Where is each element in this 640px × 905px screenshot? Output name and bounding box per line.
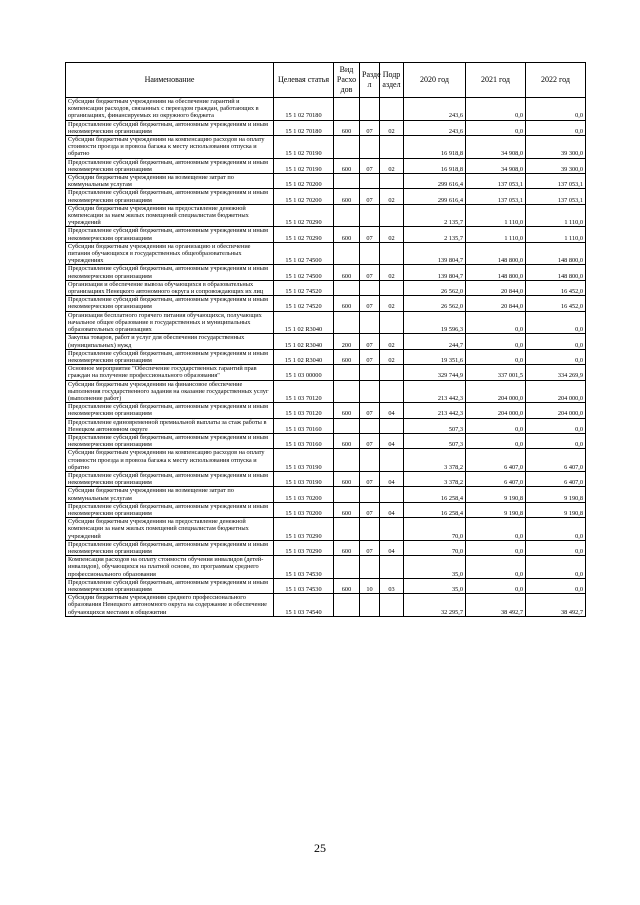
row-2021: 137 053,1 [466, 189, 526, 204]
row-vr: 600 [334, 120, 360, 135]
row-pr [380, 136, 404, 159]
row-code: 15 1 03 74540 [274, 594, 334, 617]
row-2020: 2 135,7 [404, 204, 466, 227]
row-2021: 0,0 [466, 433, 526, 448]
row-rz [360, 311, 380, 334]
row-2021: 0,0 [466, 311, 526, 334]
row-2022: 9 190,8 [526, 502, 586, 517]
row-2020: 507,3 [404, 418, 466, 433]
row-2021: 0,0 [466, 518, 526, 541]
row-2022: 148 800,0 [526, 265, 586, 280]
row-2020: 16 258,4 [404, 502, 466, 517]
header-vr: Вид Расхо дов [334, 63, 360, 98]
row-2021: 204 000,0 [466, 380, 526, 403]
page-number: 25 [314, 841, 326, 855]
row-pr [380, 204, 404, 227]
row-2020: 243,6 [404, 120, 466, 135]
row-pr [380, 594, 404, 617]
row-2020: 32 295,7 [404, 594, 466, 617]
row-name: Предоставление единовременной премиальной выплаты за стаж работы в Ненецком автономном округе [66, 418, 274, 433]
row-2020: 26 562,0 [404, 296, 466, 311]
row-pr: 02 [380, 296, 404, 311]
table-row [66, 449, 586, 472]
row-rz [360, 594, 380, 617]
row-vr: 600 [334, 296, 360, 311]
row-rz: 07 [360, 158, 380, 173]
row-2020: 16 918,8 [404, 136, 466, 159]
row-rz [360, 280, 380, 295]
row-code: 15 1 02 R3040 [274, 334, 334, 349]
row-pr: 02 [380, 158, 404, 173]
row-vr [334, 418, 360, 433]
row-name: Организация и обеспечение вывоза обучающихся в образовательных организациях Ненецкого автономного округа и сопровождающих их лиц [66, 280, 274, 295]
row-2020: 244,7 [404, 334, 466, 349]
row-rz: 07 [360, 349, 380, 364]
table-row [66, 471, 586, 486]
row-vr [334, 380, 360, 403]
row-2022: 39 300,0 [526, 136, 586, 159]
row-2022: 0,0 [526, 334, 586, 349]
row-vr [334, 449, 360, 472]
row-name: Субсидии бюджетным учреждениям на компенсацию расходов на оплату стоимости проезда и провоза багажа к месту использования отпуска и обратно [66, 449, 274, 472]
table-row [66, 349, 586, 364]
row-vr: 600 [334, 227, 360, 242]
header-2021: 2021 год [466, 63, 526, 98]
table-row [66, 174, 586, 189]
row-name: Предоставление субсидий бюджетным, автономным учреждениям и иным некоммерческим организациям [66, 189, 274, 204]
row-2021: 148 800,0 [466, 242, 526, 265]
row-rz: 07 [360, 471, 380, 486]
row-pr: 02 [380, 265, 404, 280]
row-2022: 1 110,0 [526, 204, 586, 227]
row-code: 15 1 03 00000 [274, 365, 334, 380]
row-code: 15 1 02 70200 [274, 189, 334, 204]
row-vr: 600 [334, 189, 360, 204]
table-row [66, 594, 586, 617]
row-code: 15 1 02 70180 [274, 98, 334, 121]
table-row [66, 403, 586, 418]
header-row [66, 63, 586, 98]
row-pr: 02 [380, 227, 404, 242]
row-name: Основное мероприятие "Обеспечение государственных гарантий прав граждан на получение профессионального образования" [66, 365, 274, 380]
row-2022: 148 800,0 [526, 242, 586, 265]
header-2022: 2022 год [526, 63, 586, 98]
row-pr [380, 556, 404, 579]
row-2020: 16 918,8 [404, 158, 466, 173]
row-pr [380, 311, 404, 334]
row-rz [360, 418, 380, 433]
row-vr: 600 [334, 502, 360, 517]
row-code: 15 1 03 74530 [274, 578, 334, 593]
row-code: 15 1 03 70290 [274, 518, 334, 541]
row-name: Компенсация расходов на оплату стоимости обучения инвалидов (детей-инвалидов), обучающихся на платной основе, по программам среднего профессионального образования [66, 556, 274, 579]
row-pr [380, 365, 404, 380]
row-name: Субсидии бюджетным учреждениям на предоставление денежной компенсации за наем жилых помещений специалистам бюджетных учреждений [66, 518, 274, 541]
row-code: 15 1 02 70290 [274, 227, 334, 242]
row-name: Предоставление субсидий бюджетным, автономным учреждениям и иным некоммерческим организациям [66, 265, 274, 280]
row-2020: 70,0 [404, 518, 466, 541]
row-2022: 16 452,0 [526, 280, 586, 295]
row-rz: 07 [360, 540, 380, 555]
row-vr [334, 174, 360, 189]
row-code: 15 1 02 70180 [274, 120, 334, 135]
row-pr: 04 [380, 471, 404, 486]
row-2021: 38 492,7 [466, 594, 526, 617]
table-row [66, 189, 586, 204]
header-name: Наименование [66, 63, 274, 98]
row-name: Предоставление субсидий бюджетным, автономным учреждениям и иным некоммерческим организациям [66, 403, 274, 418]
row-code: 15 1 02 70190 [274, 158, 334, 173]
row-rz [360, 380, 380, 403]
row-2021: 9 190,8 [466, 487, 526, 502]
row-2022: 0,0 [526, 98, 586, 121]
row-2020: 139 804,7 [404, 265, 466, 280]
row-pr: 04 [380, 403, 404, 418]
header-rz: Разде л [360, 63, 380, 98]
row-name: Предоставление субсидий бюджетным, автономным учреждениям и иным некоммерческим организациям [66, 540, 274, 555]
row-code: 15 1 02 70190 [274, 136, 334, 159]
row-2022: 38 492,7 [526, 594, 586, 617]
row-name: Субсидии бюджетным учреждениям на компенсацию расходов на оплату стоимости проезда и провоза багажа к месту использования отпуска и обратно [66, 136, 274, 159]
row-name: Закупка товаров, работ и услуг для обеспечения государственных (муниципальных) нужд [66, 334, 274, 349]
row-pr [380, 518, 404, 541]
row-name: Субсидии бюджетным учреждениям на предоставление денежной компенсации за наем жилых помещений специалистам бюджетных учреждений [66, 204, 274, 227]
row-2022: 6 407,0 [526, 471, 586, 486]
row-name: Субсидии бюджетным учреждениям на обеспечение гарантий и компенсации расходов, связанных с переездом граждан, работающих в организациях, финансируемых из окружного бюджета [66, 98, 274, 121]
row-code: 15 1 02 74520 [274, 280, 334, 295]
row-2020: 19 596,3 [404, 311, 466, 334]
row-rz [360, 242, 380, 265]
row-2020: 299 616,4 [404, 189, 466, 204]
row-pr: 02 [380, 334, 404, 349]
table-row [66, 265, 586, 280]
row-pr: 02 [380, 349, 404, 364]
row-pr [380, 174, 404, 189]
row-vr [334, 98, 360, 121]
row-code: 15 1 02 R3040 [274, 349, 334, 364]
row-code: 15 1 02 70200 [274, 174, 334, 189]
table-row [66, 242, 586, 265]
row-2020: 507,3 [404, 433, 466, 448]
row-pr [380, 380, 404, 403]
table-row [66, 227, 586, 242]
row-2021: 34 908,0 [466, 136, 526, 159]
table-row [66, 540, 586, 555]
row-2022: 0,0 [526, 518, 586, 541]
row-pr [380, 487, 404, 502]
row-2021: 148 800,0 [466, 265, 526, 280]
row-rz: 07 [360, 227, 380, 242]
row-rz: 07 [360, 296, 380, 311]
row-2021: 9 190,8 [466, 502, 526, 517]
row-2020: 35,0 [404, 578, 466, 593]
row-name: Предоставление субсидий бюджетным, автономным учреждениям и иным некоммерческим организациям [66, 296, 274, 311]
row-2021: 0,0 [466, 98, 526, 121]
row-code: 15 1 03 70120 [274, 380, 334, 403]
row-2020: 329 744,9 [404, 365, 466, 380]
row-vr [334, 518, 360, 541]
row-rz: 07 [360, 265, 380, 280]
row-2022: 204 000,0 [526, 380, 586, 403]
table-row [66, 380, 586, 403]
row-rz [360, 204, 380, 227]
row-code: 15 1 03 74530 [274, 556, 334, 579]
table-row [66, 487, 586, 502]
row-rz: 07 [360, 334, 380, 349]
row-code: 15 1 03 70200 [274, 502, 334, 517]
table-header [66, 63, 586, 98]
row-2021: 137 053,1 [466, 174, 526, 189]
table-body [66, 98, 586, 617]
row-2022: 1 110,0 [526, 227, 586, 242]
row-2022: 137 053,1 [526, 174, 586, 189]
row-vr: 600 [334, 158, 360, 173]
row-2021: 1 110,0 [466, 227, 526, 242]
row-2021: 6 407,0 [466, 449, 526, 472]
row-vr: 600 [334, 578, 360, 593]
row-2022: 39 300,0 [526, 158, 586, 173]
row-rz: 10 [360, 578, 380, 593]
row-code: 15 1 03 70290 [274, 540, 334, 555]
row-2020: 299 616,4 [404, 174, 466, 189]
row-2022: 0,0 [526, 540, 586, 555]
table-row [66, 204, 586, 227]
row-2020: 243,6 [404, 98, 466, 121]
header-2020: 2020 год [404, 63, 466, 98]
row-rz [360, 487, 380, 502]
row-vr: 600 [334, 433, 360, 448]
row-2021: 1 110,0 [466, 204, 526, 227]
header-pr: Подр аздел [380, 63, 404, 98]
row-rz: 07 [360, 502, 380, 517]
row-code: 15 1 02 74500 [274, 242, 334, 265]
row-pr: 02 [380, 120, 404, 135]
row-2021: 337 001,5 [466, 365, 526, 380]
row-2021: 0,0 [466, 349, 526, 364]
row-2022: 0,0 [526, 418, 586, 433]
row-2020: 3 378,2 [404, 471, 466, 486]
row-2020: 139 804,7 [404, 242, 466, 265]
row-2020: 16 258,4 [404, 487, 466, 502]
table-row [66, 296, 586, 311]
row-2021: 20 844,0 [466, 296, 526, 311]
row-name: Предоставление субсидий бюджетным, автономным учреждениям и иным некоммерческим организациям [66, 502, 274, 517]
table-row [66, 136, 586, 159]
row-name: Организация бесплатного горячего питания обучающихся, получающих начальное общее образование в государственных и муниципальных образовательных организациях [66, 311, 274, 334]
row-2022: 16 452,0 [526, 296, 586, 311]
row-2021: 0,0 [466, 556, 526, 579]
row-rz: 07 [360, 189, 380, 204]
row-code: 15 1 03 70190 [274, 449, 334, 472]
row-2020: 3 378,2 [404, 449, 466, 472]
row-2021: 0,0 [466, 578, 526, 593]
row-vr [334, 280, 360, 295]
table-row [66, 98, 586, 121]
row-code: 15 1 03 70160 [274, 433, 334, 448]
row-rz: 07 [360, 403, 380, 418]
row-vr [334, 594, 360, 617]
row-vr: 200 [334, 334, 360, 349]
row-2020: 213 442,3 [404, 380, 466, 403]
row-code: 15 1 03 70160 [274, 418, 334, 433]
table-row [66, 502, 586, 517]
row-2020: 35,0 [404, 556, 466, 579]
row-vr: 600 [334, 265, 360, 280]
row-2022: 0,0 [526, 311, 586, 334]
row-rz: 07 [360, 120, 380, 135]
row-2021: 0,0 [466, 334, 526, 349]
row-name: Предоставление субсидий бюджетным, автономным учреждениям и иным некоммерческим организациям [66, 120, 274, 135]
table-row [66, 158, 586, 173]
row-2020: 2 135,7 [404, 227, 466, 242]
row-code: 15 1 02 R3040 [274, 311, 334, 334]
row-2022: 0,0 [526, 433, 586, 448]
row-2021: 20 844,0 [466, 280, 526, 295]
row-rz [360, 449, 380, 472]
row-pr: 04 [380, 502, 404, 517]
row-code: 15 1 03 70190 [274, 471, 334, 486]
row-2022: 204 000,0 [526, 403, 586, 418]
row-2022: 0,0 [526, 349, 586, 364]
row-pr: 04 [380, 540, 404, 555]
row-code: 15 1 02 74520 [274, 296, 334, 311]
row-vr: 600 [334, 403, 360, 418]
row-2021: 204 000,0 [466, 403, 526, 418]
row-2022: 6 407,0 [526, 449, 586, 472]
table-row [66, 433, 586, 448]
table-row [66, 280, 586, 295]
row-rz [360, 556, 380, 579]
row-2021: 0,0 [466, 540, 526, 555]
row-pr: 03 [380, 578, 404, 593]
table-row [66, 578, 586, 593]
row-2021: 0,0 [466, 120, 526, 135]
row-name: Субсидии бюджетным учреждениям среднего профессионального образования Ненецкого автономного округа на содержание и обеспечение обучающихся местами в общежитии [66, 594, 274, 617]
row-2022: 0,0 [526, 556, 586, 579]
row-2021: 34 908,0 [466, 158, 526, 173]
row-2022: 137 053,1 [526, 189, 586, 204]
row-2021: 0,0 [466, 418, 526, 433]
row-name: Предоставление субсидий бюджетным, автономным учреждениям и иным некоммерческим организациям [66, 578, 274, 593]
row-vr: 600 [334, 471, 360, 486]
row-2022: 334 269,9 [526, 365, 586, 380]
row-name: Предоставление субсидий бюджетным, автономным учреждениям и иным некоммерческим организациям [66, 433, 274, 448]
row-2020: 26 562,0 [404, 280, 466, 295]
row-code: 15 1 03 70200 [274, 487, 334, 502]
row-code: 15 1 02 74500 [274, 265, 334, 280]
row-name: Субсидии бюджетным учреждениям на возмещение затрат по коммунальным услугам [66, 487, 274, 502]
row-vr [334, 204, 360, 227]
row-pr [380, 242, 404, 265]
table-row [66, 334, 586, 349]
row-pr: 04 [380, 433, 404, 448]
row-rz [360, 136, 380, 159]
row-name: Субсидии бюджетным учреждениям на возмещение затрат по коммунальным услугам [66, 174, 274, 189]
row-pr [380, 449, 404, 472]
row-2022: 0,0 [526, 120, 586, 135]
row-vr [334, 365, 360, 380]
row-vr [334, 136, 360, 159]
row-rz: 07 [360, 433, 380, 448]
row-rz [360, 365, 380, 380]
row-rz [360, 518, 380, 541]
table-row [66, 418, 586, 433]
row-name: Субсидии бюджетным учреждениям на финансовое обеспечение выполнения государственного задания на оказание государственных услуг (выполнение работ) [66, 380, 274, 403]
row-pr [380, 418, 404, 433]
table-row [66, 518, 586, 541]
row-rz [360, 174, 380, 189]
table-row [66, 365, 586, 380]
row-vr [334, 311, 360, 334]
row-pr [380, 280, 404, 295]
row-2022: 9 190,8 [526, 487, 586, 502]
row-name: Предоставление субсидий бюджетным, автономным учреждениям и иным некоммерческим организациям [66, 349, 274, 364]
row-vr: 600 [334, 540, 360, 555]
row-code: 15 1 02 70290 [274, 204, 334, 227]
row-vr [334, 242, 360, 265]
row-vr: 600 [334, 349, 360, 364]
row-2021: 6 407,0 [466, 471, 526, 486]
row-name: Предоставление субсидий бюджетным, автономным учреждениям и иным некоммерческим организациям [66, 158, 274, 173]
row-vr [334, 487, 360, 502]
row-rz [360, 98, 380, 121]
header-code: Целевая статья [274, 63, 334, 98]
row-name: Предоставление субсидий бюджетным, автономным учреждениям и иным некоммерческим организациям [66, 227, 274, 242]
table-row [66, 311, 586, 334]
table-row [66, 556, 586, 579]
row-2020: 70,0 [404, 540, 466, 555]
row-vr [334, 556, 360, 579]
budget-table [65, 62, 586, 617]
row-name: Предоставление субсидий бюджетным, автономным учреждениям и иным некоммерческим организациям [66, 471, 274, 486]
row-pr: 02 [380, 189, 404, 204]
row-2020: 19 351,6 [404, 349, 466, 364]
table-row [66, 120, 586, 135]
row-pr [380, 98, 404, 121]
row-2020: 213 442,3 [404, 403, 466, 418]
row-name: Субсидии бюджетным учреждениям на организацию и обеспечение питания обучающихся в государственных общеобразовательных учреждениях [66, 242, 274, 265]
row-2022: 0,0 [526, 578, 586, 593]
row-code: 15 1 03 70120 [274, 403, 334, 418]
